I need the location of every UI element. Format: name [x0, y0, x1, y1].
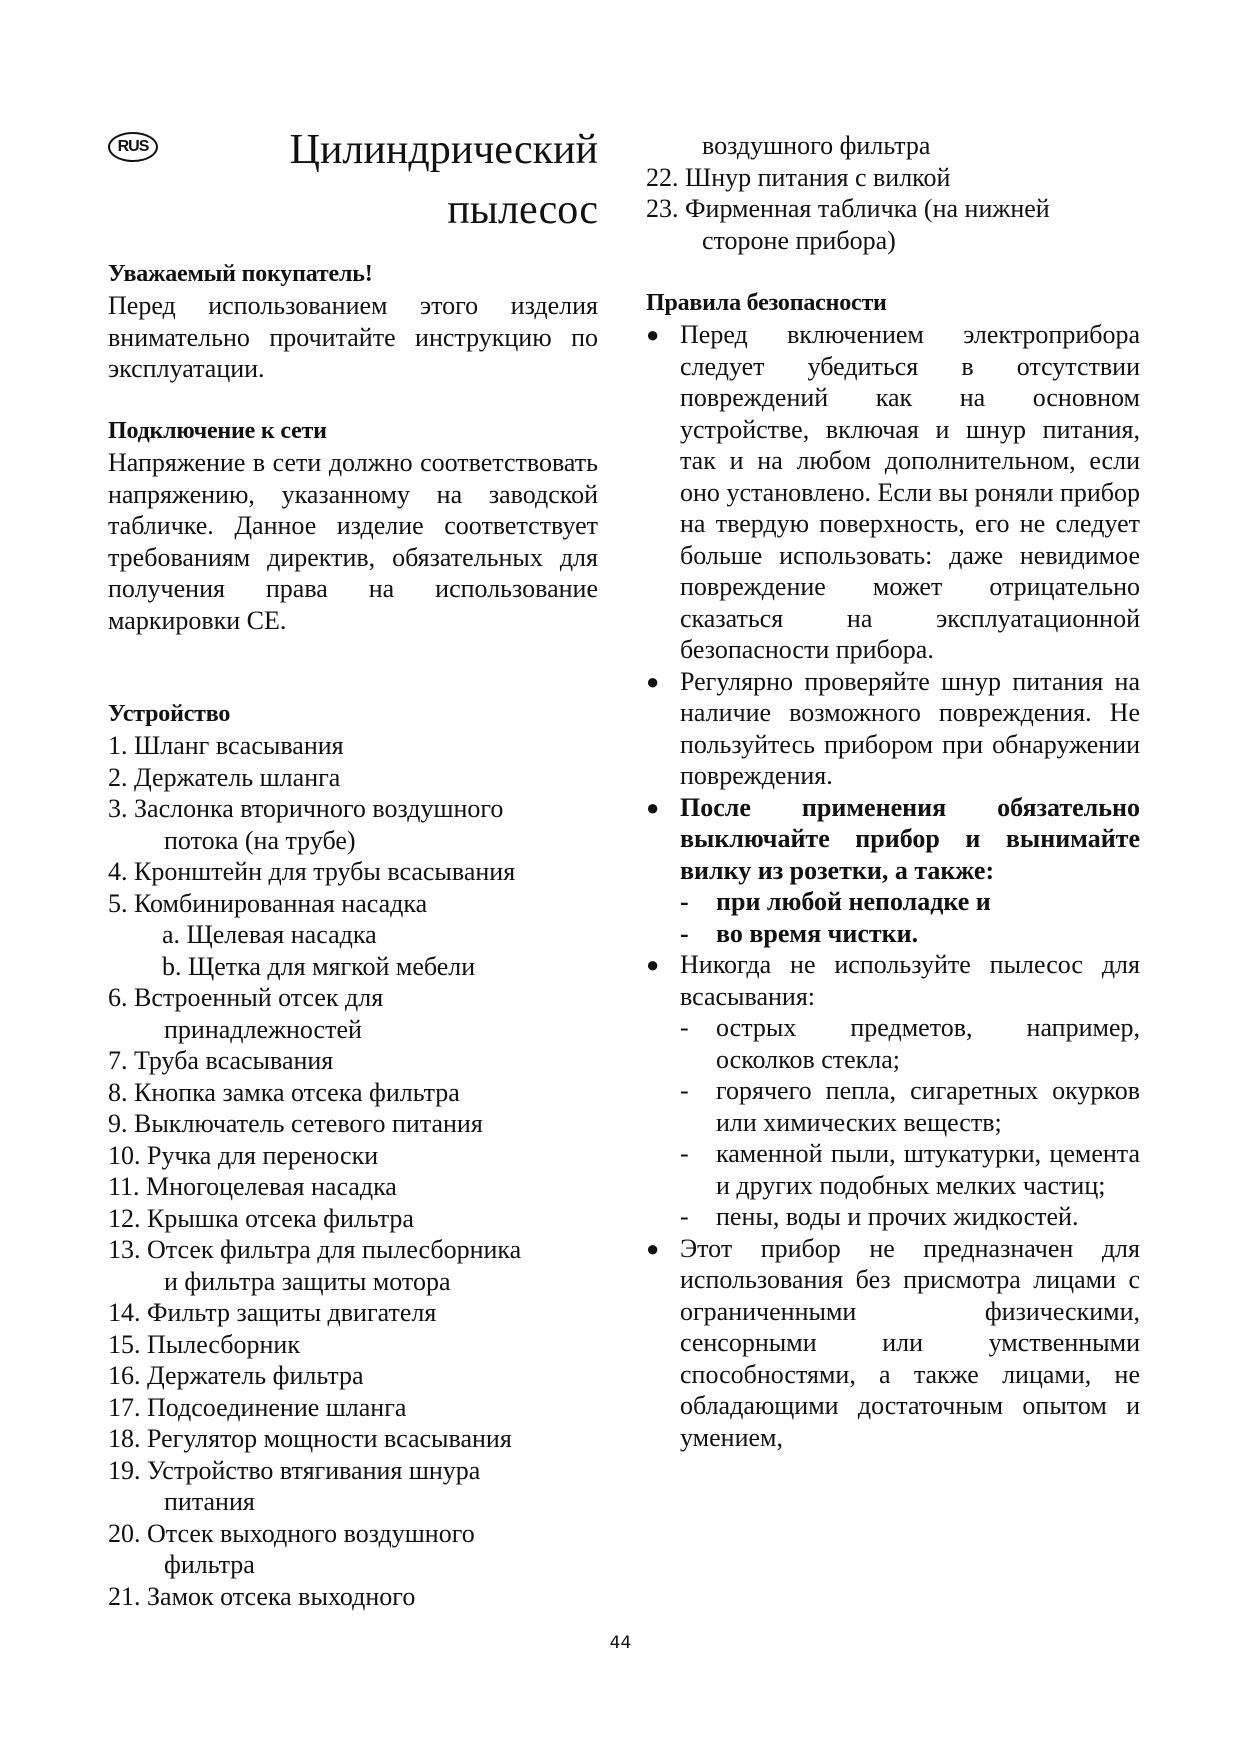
list-item: 8. Кнопка замка отсека фильтра [108, 1077, 460, 1107]
bullet-icon: ● [646, 794, 660, 820]
list-item: 10. Ручка для переноски [108, 1140, 379, 1170]
safety-bullet-5: ● Этот прибор не предназначен для использования без присмотра лицами с ограниченными физическими, сенсорными или умственными способностями, а также лицами, не обладающими достаточным опытом и умением, [646, 1233, 1140, 1452]
safety-bullet-1: ● Перед включением электроприбора следует убедиться в отсутствии повреждений как на основном устройстве, включая и шнур питания, так и на любом дополнительном, если оно установлено. Если вы роняли прибор на твердую поверхность, его не следует больше использовать: даже невидимое повреждение может отрицательно сказаться на эксплуатационной безопасности прибора. [646, 320, 1140, 664]
list-item: 1. Шланг всасывания [108, 731, 344, 760]
device-list-continued: воздушного фильтра [702, 131, 931, 160]
list-item: 18. Регулятор мощности всасывания [108, 1424, 512, 1453]
safety-bullet-3-dash-2: - во время чистки. [680, 918, 919, 948]
list-item: 17. Подсоединение шланга [108, 1392, 407, 1422]
language-badge: RUS [108, 132, 158, 162]
list-item: b. Щетка для мягкой мебели [162, 951, 476, 981]
safety-bullet-4: ● Никогда не используйте пылесос для всасывания: - острых предметов, например, осколков стекла; - горячего пепла, сигаретных окурков или химических веществ; - каменной пыли, штукатурки, цемента и других подобных мелких частиц; - пены, воды и прочих жидкостей. [646, 950, 1140, 1231]
mains-text: Напряжение в сети должно соответствовать напряжению, указанному на заводской табличке. Данное изделие соответствует требованиям директив, обязательных для получения права на использование маркировки CE. [108, 448, 598, 635]
list-item: 2. Держатель шланга [108, 762, 341, 792]
list-item: 9. Выключатель сетевого питания [108, 1109, 483, 1138]
mains-section [108, 415, 598, 636]
page-title [108, 120, 598, 240]
intro-text: Перед использованием этого изделия внимательно прочитайте инструкцию по эксплуатации. [108, 291, 598, 383]
safety-bullet-4-dash-1: - острых предметов, например, осколков стекла; [680, 1013, 1140, 1074]
device-heading: Устройство [108, 701, 231, 727]
safety-bullet-4-dash-4: - пены, воды и прочих жидкостей. [680, 1202, 1079, 1231]
list-item: 22. Шнур питания с вилкой [646, 162, 951, 192]
list-item: 13. Отсек фильтра для пылесборника и фильтра защиты мотора [108, 1235, 522, 1296]
list-item: a. Щелевая насадка [162, 920, 377, 949]
list-item: 5. Комбинированная насадка [108, 888, 428, 918]
list-item: 15. Пылесборник [108, 1329, 300, 1359]
intro-section [108, 258, 598, 385]
list-item: 11. Многоцелевая насадка [108, 1172, 397, 1201]
mains-heading: Подключение к сети [108, 418, 327, 444]
bullet-icon: ● [646, 322, 660, 347]
list-item: 12. Крышка отсека фильтра [108, 1203, 414, 1233]
list-item: 6. Встроенный отсек для принадлежностей [108, 983, 384, 1044]
intro-heading: Уважаемый покупатель! [108, 261, 373, 287]
list-item: 21. Замок отсека выходного [108, 1581, 416, 1611]
right-column [646, 130, 1140, 1453]
title-line-1: Цилиндрический [289, 127, 598, 173]
list-item: 4. Кронштейн для трубы всасывания [108, 857, 516, 886]
bullet-icon: ● [646, 952, 660, 977]
device-parts-list-continued [646, 162, 1140, 257]
list-item: 14. Фильтр защиты двигателя [108, 1298, 437, 1327]
bullet-icon: ● [646, 668, 660, 694]
list-item: 16. Держатель фильтра [108, 1361, 364, 1390]
safety-heading: Правила безопасности [646, 290, 887, 316]
page-number: 44 [609, 1633, 632, 1653]
list-item: 20. Отсек выходного воздушного фильтра [108, 1518, 475, 1579]
safety-bullet-4-dash-3: - каменной пыли, штукатурки, цемента и других подобных мелких частиц; [680, 1139, 1140, 1200]
list-item: 23. Фирменная табличка (на нижней стороне прибора) [646, 194, 1050, 255]
safety-bullet-3-dash-1: - при любой неполадке и [680, 887, 991, 916]
device-section [108, 698, 598, 1612]
bullet-icon: ● [646, 1235, 660, 1261]
safety-bullet-3: ● После применения обязательно выключайте прибор и вынимайте вилку из розетки, а также: - при любой неполадке и - во время чистки. [646, 792, 1140, 948]
title-line-2: пылесос [447, 187, 598, 233]
list-item: 3. Заслонка вторичного воздушного потока (на трубе) [108, 794, 504, 855]
safety-bullet-4-dash-2: - горячего пепла, сигаретных окурков или химических веществ; [680, 1076, 1140, 1137]
safety-bullet-2: ● Регулярно проверяйте шнур питания на наличие возможного повреждения. Не пользуйтесь прибором при обнаружении повреждения. [646, 666, 1140, 790]
list-item: 19. Устройство втягивания шнура питания [108, 1455, 481, 1516]
device-parts-list [108, 730, 598, 1612]
list-item: 7. Труба всасывания [108, 1046, 334, 1075]
